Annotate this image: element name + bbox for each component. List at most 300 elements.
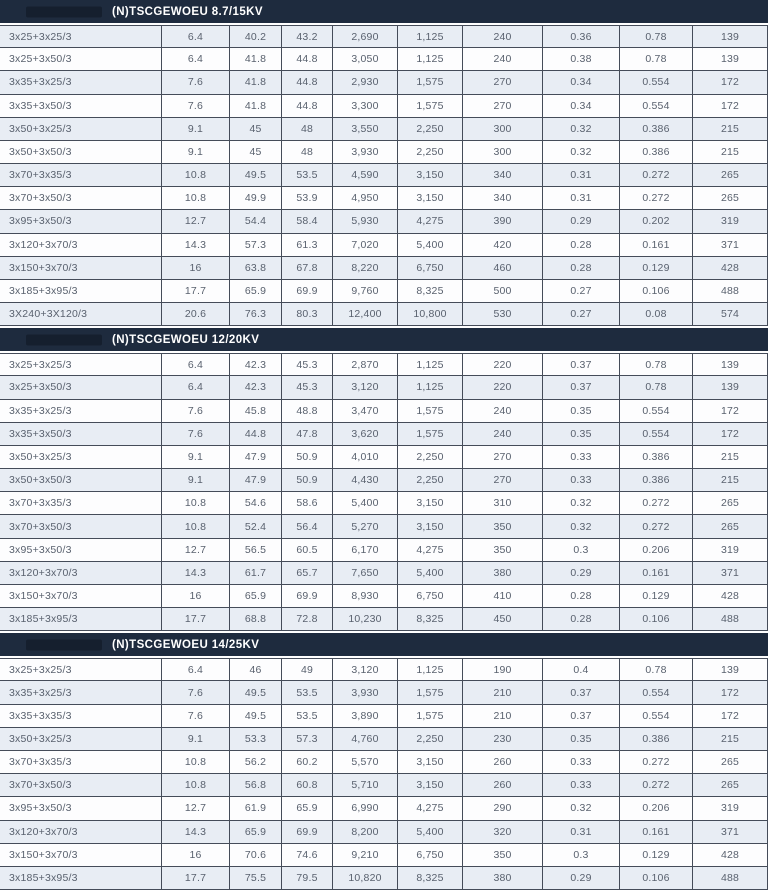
- value-cell: 49.5: [230, 681, 282, 704]
- value-cell: 6,990: [333, 797, 398, 820]
- value-cell: 265: [693, 774, 768, 797]
- value-cell: 10.8: [162, 515, 230, 538]
- value-cell: 10.8: [162, 774, 230, 797]
- value-cell: 69.9: [282, 821, 333, 844]
- value-cell: 10,230: [333, 608, 398, 631]
- value-cell: 7.6: [162, 71, 230, 94]
- value-cell: 410: [463, 585, 543, 608]
- value-cell: 53.5: [282, 164, 333, 187]
- value-cell: 10.8: [162, 751, 230, 774]
- value-cell: 265: [693, 492, 768, 515]
- value-cell: 65.9: [230, 821, 282, 844]
- value-cell: 54.4: [230, 210, 282, 233]
- value-cell: 5,400: [398, 562, 463, 585]
- value-cell: 0.3: [543, 539, 620, 562]
- value-cell: 7,020: [333, 234, 398, 257]
- table-row: [0, 48, 768, 71]
- value-cell: 41.8: [230, 95, 282, 118]
- value-cell: 8,200: [333, 821, 398, 844]
- value-cell: 1,125: [398, 353, 463, 376]
- value-cell: 319: [693, 539, 768, 562]
- value-cell: 10,800: [398, 303, 463, 326]
- value-cell: 7.6: [162, 423, 230, 446]
- value-cell: 0.554: [620, 681, 693, 704]
- value-cell: 270: [463, 446, 543, 469]
- value-cell: 70.6: [230, 844, 282, 867]
- value-cell: 0.35: [543, 728, 620, 751]
- value-cell: 12.7: [162, 539, 230, 562]
- table-row: [0, 867, 768, 890]
- value-cell: 48.8: [282, 400, 333, 423]
- table-row: [0, 728, 768, 751]
- cable-config-cell: 3x185+3x95/3: [0, 608, 162, 631]
- cable-config-cell: 3x150+3x70/3: [0, 257, 162, 280]
- value-cell: 5,930: [333, 210, 398, 233]
- value-cell: 0.33: [543, 446, 620, 469]
- cable-config-cell: 3x70+3x35/3: [0, 492, 162, 515]
- value-cell: 0.28: [543, 585, 620, 608]
- table-row: [0, 562, 768, 585]
- value-cell: 240: [463, 25, 543, 48]
- value-cell: 172: [693, 71, 768, 94]
- value-cell: 270: [463, 95, 543, 118]
- value-cell: 0.32: [543, 515, 620, 538]
- value-cell: 215: [693, 728, 768, 751]
- value-cell: 44.8: [282, 95, 333, 118]
- value-cell: 12.7: [162, 797, 230, 820]
- value-cell: 350: [463, 539, 543, 562]
- value-cell: 265: [693, 515, 768, 538]
- value-cell: 0.78: [620, 658, 693, 681]
- value-cell: 3,150: [398, 774, 463, 797]
- value-cell: 1,575: [398, 681, 463, 704]
- table-row: [0, 210, 768, 233]
- value-cell: 10.8: [162, 164, 230, 187]
- value-cell: 0.386: [620, 141, 693, 164]
- value-cell: 5,400: [398, 821, 463, 844]
- value-cell: 10.8: [162, 492, 230, 515]
- table-row: [0, 608, 768, 631]
- value-cell: 390: [463, 210, 543, 233]
- value-cell: 530: [463, 303, 543, 326]
- value-cell: 47.8: [282, 423, 333, 446]
- value-cell: 139: [693, 658, 768, 681]
- value-cell: 0.272: [620, 492, 693, 515]
- value-cell: 44.8: [282, 71, 333, 94]
- value-cell: 1,125: [398, 25, 463, 48]
- value-cell: 8,325: [398, 608, 463, 631]
- value-cell: 8,325: [398, 280, 463, 303]
- value-cell: 49.5: [230, 705, 282, 728]
- cable-config-cell: 3x95+3x50/3: [0, 797, 162, 820]
- value-cell: 0.386: [620, 728, 693, 751]
- value-cell: 0.32: [543, 141, 620, 164]
- value-cell: 265: [693, 751, 768, 774]
- cable-config-cell: 3x95+3x50/3: [0, 210, 162, 233]
- value-cell: 350: [463, 844, 543, 867]
- value-cell: 12,400: [333, 303, 398, 326]
- value-cell: 5,270: [333, 515, 398, 538]
- cable-config-cell: 3x35+3x35/3: [0, 705, 162, 728]
- value-cell: 2,930: [333, 71, 398, 94]
- value-cell: 1,125: [398, 376, 463, 399]
- value-cell: 12.7: [162, 210, 230, 233]
- value-cell: 0.272: [620, 164, 693, 187]
- value-cell: 3,930: [333, 141, 398, 164]
- value-cell: 0.386: [620, 469, 693, 492]
- section-header: [0, 633, 768, 656]
- value-cell: 56.8: [230, 774, 282, 797]
- value-cell: 53.9: [282, 187, 333, 210]
- value-cell: 9.1: [162, 118, 230, 141]
- value-cell: 65.9: [282, 797, 333, 820]
- value-cell: 3,150: [398, 515, 463, 538]
- value-cell: 1,575: [398, 71, 463, 94]
- value-cell: 43.2: [282, 25, 333, 48]
- value-cell: 9,210: [333, 844, 398, 867]
- table-row: [0, 303, 768, 326]
- value-cell: 54.6: [230, 492, 282, 515]
- value-cell: 350: [463, 515, 543, 538]
- value-cell: 74.6: [282, 844, 333, 867]
- value-cell: 172: [693, 400, 768, 423]
- cable-config-cell: 3x120+3x70/3: [0, 234, 162, 257]
- value-cell: 220: [463, 376, 543, 399]
- value-cell: 488: [693, 608, 768, 631]
- value-cell: 0.106: [620, 608, 693, 631]
- value-cell: 61.9: [230, 797, 282, 820]
- value-cell: 260: [463, 751, 543, 774]
- value-cell: 210: [463, 681, 543, 704]
- value-cell: 40.2: [230, 25, 282, 48]
- value-cell: 8,220: [333, 257, 398, 280]
- table-row: [0, 141, 768, 164]
- value-cell: 44.8: [230, 423, 282, 446]
- value-cell: 49: [282, 658, 333, 681]
- value-cell: 45.8: [230, 400, 282, 423]
- table-row: [0, 821, 768, 844]
- value-cell: 3,150: [398, 187, 463, 210]
- cable-config-cell: 3x35+3x50/3: [0, 95, 162, 118]
- value-cell: 69.9: [282, 280, 333, 303]
- value-cell: 57.3: [282, 728, 333, 751]
- value-cell: 0.08: [620, 303, 693, 326]
- value-cell: 4,275: [398, 539, 463, 562]
- value-cell: 215: [693, 118, 768, 141]
- value-cell: 79.5: [282, 867, 333, 890]
- value-cell: 61.7: [230, 562, 282, 585]
- value-cell: 0.386: [620, 118, 693, 141]
- value-cell: 20.6: [162, 303, 230, 326]
- table-row: [0, 187, 768, 210]
- value-cell: 0.33: [543, 751, 620, 774]
- value-cell: 0.78: [620, 48, 693, 71]
- value-cell: 215: [693, 141, 768, 164]
- cable-config-cell: 3x25+3x50/3: [0, 48, 162, 71]
- value-cell: 76.3: [230, 303, 282, 326]
- cable-config-cell: 3x50+3x25/3: [0, 446, 162, 469]
- value-cell: 1,575: [398, 95, 463, 118]
- cable-config-cell: 3x70+3x35/3: [0, 164, 162, 187]
- value-cell: 16: [162, 257, 230, 280]
- value-cell: 230: [463, 728, 543, 751]
- section-header: [0, 328, 768, 351]
- value-cell: 53.5: [282, 705, 333, 728]
- value-cell: 8,325: [398, 867, 463, 890]
- table-row: [0, 658, 768, 681]
- value-cell: 0.31: [543, 164, 620, 187]
- cable-config-cell: 3x35+3x25/3: [0, 681, 162, 704]
- table-row: [0, 681, 768, 704]
- value-cell: 10,820: [333, 867, 398, 890]
- value-cell: 14.3: [162, 562, 230, 585]
- value-cell: 2,250: [398, 469, 463, 492]
- value-cell: 3,050: [333, 48, 398, 71]
- value-cell: 240: [463, 423, 543, 446]
- value-cell: 61.3: [282, 234, 333, 257]
- value-cell: 500: [463, 280, 543, 303]
- value-cell: 57.3: [230, 234, 282, 257]
- value-cell: 3,300: [333, 95, 398, 118]
- value-cell: 265: [693, 164, 768, 187]
- table-row: [0, 705, 768, 728]
- table-row: [0, 423, 768, 446]
- value-cell: 139: [693, 48, 768, 71]
- value-cell: 6.4: [162, 353, 230, 376]
- value-cell: 3,930: [333, 681, 398, 704]
- value-cell: 2,250: [398, 141, 463, 164]
- cable-config-cell: 3x50+3x50/3: [0, 469, 162, 492]
- value-cell: 215: [693, 446, 768, 469]
- value-cell: 0.33: [543, 469, 620, 492]
- value-cell: 0.4: [543, 658, 620, 681]
- value-cell: 0.37: [543, 705, 620, 728]
- value-cell: 2,250: [398, 446, 463, 469]
- value-cell: 310: [463, 492, 543, 515]
- value-cell: 41.8: [230, 71, 282, 94]
- value-cell: 3,150: [398, 751, 463, 774]
- cable-config-cell: 3X240+3X120/3: [0, 303, 162, 326]
- value-cell: 0.106: [620, 867, 693, 890]
- value-cell: 488: [693, 867, 768, 890]
- value-cell: 371: [693, 234, 768, 257]
- cable-config-cell: 3x35+3x25/3: [0, 71, 162, 94]
- value-cell: 0.29: [543, 210, 620, 233]
- value-cell: 3,890: [333, 705, 398, 728]
- table-row: [0, 118, 768, 141]
- table-row: [0, 400, 768, 423]
- value-cell: 0.34: [543, 95, 620, 118]
- value-cell: 53.3: [230, 728, 282, 751]
- value-cell: 0.272: [620, 187, 693, 210]
- value-cell: 320: [463, 821, 543, 844]
- value-cell: 10.8: [162, 187, 230, 210]
- value-cell: 371: [693, 821, 768, 844]
- value-cell: 4,430: [333, 469, 398, 492]
- value-cell: 5,400: [398, 234, 463, 257]
- value-cell: 60.5: [282, 539, 333, 562]
- value-cell: 58.6: [282, 492, 333, 515]
- value-cell: 3,120: [333, 376, 398, 399]
- value-cell: 4,760: [333, 728, 398, 751]
- value-cell: 3,550: [333, 118, 398, 141]
- cable-config-cell: 3x185+3x95/3: [0, 867, 162, 890]
- value-cell: 1,125: [398, 658, 463, 681]
- value-cell: 0.386: [620, 446, 693, 469]
- value-cell: 6.4: [162, 48, 230, 71]
- value-cell: 0.78: [620, 25, 693, 48]
- cable-config-cell: 3x25+3x25/3: [0, 353, 162, 376]
- value-cell: 9.1: [162, 446, 230, 469]
- value-cell: 450: [463, 608, 543, 631]
- value-cell: 0.78: [620, 353, 693, 376]
- value-cell: 0.129: [620, 844, 693, 867]
- value-cell: 6.4: [162, 658, 230, 681]
- value-cell: 172: [693, 423, 768, 446]
- table-row: [0, 469, 768, 492]
- value-cell: 0.272: [620, 751, 693, 774]
- value-cell: 0.554: [620, 400, 693, 423]
- value-cell: 428: [693, 257, 768, 280]
- value-cell: 72.8: [282, 608, 333, 631]
- value-cell: 65.9: [230, 585, 282, 608]
- value-cell: 0.28: [543, 234, 620, 257]
- value-cell: 56.4: [282, 515, 333, 538]
- value-cell: 9.1: [162, 141, 230, 164]
- table-row: [0, 353, 768, 376]
- value-cell: 46: [230, 658, 282, 681]
- value-cell: 240: [463, 400, 543, 423]
- value-cell: 172: [693, 95, 768, 118]
- value-cell: 172: [693, 681, 768, 704]
- value-cell: 9.1: [162, 728, 230, 751]
- value-cell: 0.28: [543, 257, 620, 280]
- value-cell: 8,930: [333, 585, 398, 608]
- value-cell: 47.9: [230, 469, 282, 492]
- value-cell: 6.4: [162, 376, 230, 399]
- value-cell: 371: [693, 562, 768, 585]
- value-cell: 0.34: [543, 71, 620, 94]
- value-cell: 45: [230, 141, 282, 164]
- value-cell: 1,575: [398, 705, 463, 728]
- table-row: [0, 492, 768, 515]
- table-row: [0, 164, 768, 187]
- value-cell: 0.33: [543, 774, 620, 797]
- value-cell: 4,275: [398, 797, 463, 820]
- cable-config-cell: 3x120+3x70/3: [0, 562, 162, 585]
- value-cell: 65.9: [230, 280, 282, 303]
- value-cell: 5,570: [333, 751, 398, 774]
- value-cell: 0.37: [543, 353, 620, 376]
- value-cell: 300: [463, 118, 543, 141]
- cable-config-cell: 3x70+3x50/3: [0, 187, 162, 210]
- value-cell: 3,470: [333, 400, 398, 423]
- value-cell: 0.78: [620, 376, 693, 399]
- value-cell: 5,400: [333, 492, 398, 515]
- value-cell: 0.27: [543, 280, 620, 303]
- value-cell: 0.38: [543, 48, 620, 71]
- value-cell: 3,620: [333, 423, 398, 446]
- value-cell: 0.554: [620, 423, 693, 446]
- value-cell: 172: [693, 705, 768, 728]
- value-cell: 4,010: [333, 446, 398, 469]
- value-cell: 14.3: [162, 234, 230, 257]
- value-cell: 41.8: [230, 48, 282, 71]
- value-cell: 0.28: [543, 608, 620, 631]
- value-cell: 300: [463, 141, 543, 164]
- value-cell: 0.31: [543, 821, 620, 844]
- cable-config-cell: 3x25+3x25/3: [0, 25, 162, 48]
- section-title: (N)TSCGEWOEU 12/20KV: [112, 333, 260, 346]
- table-row: [0, 234, 768, 257]
- cable-config-cell: 3x70+3x50/3: [0, 515, 162, 538]
- cable-config-cell: 3x50+3x50/3: [0, 141, 162, 164]
- value-cell: 0.129: [620, 257, 693, 280]
- cable-config-cell: 3x95+3x50/3: [0, 539, 162, 562]
- value-cell: 14.3: [162, 821, 230, 844]
- value-cell: 3,120: [333, 658, 398, 681]
- value-cell: 0.35: [543, 423, 620, 446]
- value-cell: 58.4: [282, 210, 333, 233]
- cable-config-cell: 3x70+3x35/3: [0, 751, 162, 774]
- value-cell: 139: [693, 353, 768, 376]
- value-cell: 428: [693, 585, 768, 608]
- value-cell: 65.7: [282, 562, 333, 585]
- table-row: [0, 515, 768, 538]
- value-cell: 0.554: [620, 705, 693, 728]
- value-cell: 0.37: [543, 681, 620, 704]
- value-cell: 45.3: [282, 353, 333, 376]
- value-cell: 488: [693, 280, 768, 303]
- value-cell: 340: [463, 187, 543, 210]
- section-title: (N)TSCGEWOEU 8.7/15KV: [112, 5, 263, 18]
- cable-config-cell: 3x50+3x25/3: [0, 728, 162, 751]
- value-cell: 0.161: [620, 234, 693, 257]
- value-cell: 4,590: [333, 164, 398, 187]
- value-cell: 1,125: [398, 48, 463, 71]
- table-row: [0, 257, 768, 280]
- value-cell: 0.32: [543, 797, 620, 820]
- value-cell: 3,150: [398, 164, 463, 187]
- value-cell: 1,575: [398, 400, 463, 423]
- value-cell: 63.8: [230, 257, 282, 280]
- table-row: [0, 751, 768, 774]
- value-cell: 0.554: [620, 71, 693, 94]
- value-cell: 49.9: [230, 187, 282, 210]
- cable-config-cell: 3x35+3x50/3: [0, 423, 162, 446]
- value-cell: 42.3: [230, 376, 282, 399]
- value-cell: 319: [693, 797, 768, 820]
- value-cell: 215: [693, 469, 768, 492]
- value-cell: 60.8: [282, 774, 333, 797]
- value-cell: 53.5: [282, 681, 333, 704]
- value-cell: 52.4: [230, 515, 282, 538]
- value-cell: 0.206: [620, 797, 693, 820]
- value-cell: 7.6: [162, 681, 230, 704]
- value-cell: 4,275: [398, 210, 463, 233]
- value-cell: 0.161: [620, 562, 693, 585]
- value-cell: 5,710: [333, 774, 398, 797]
- value-cell: 4,950: [333, 187, 398, 210]
- value-cell: 2,250: [398, 118, 463, 141]
- value-cell: 67.8: [282, 257, 333, 280]
- table-row: [0, 71, 768, 94]
- cable-config-cell: 3x25+3x25/3: [0, 658, 162, 681]
- value-cell: 16: [162, 844, 230, 867]
- table-row: [0, 95, 768, 118]
- value-cell: 9,760: [333, 280, 398, 303]
- value-cell: 0.32: [543, 492, 620, 515]
